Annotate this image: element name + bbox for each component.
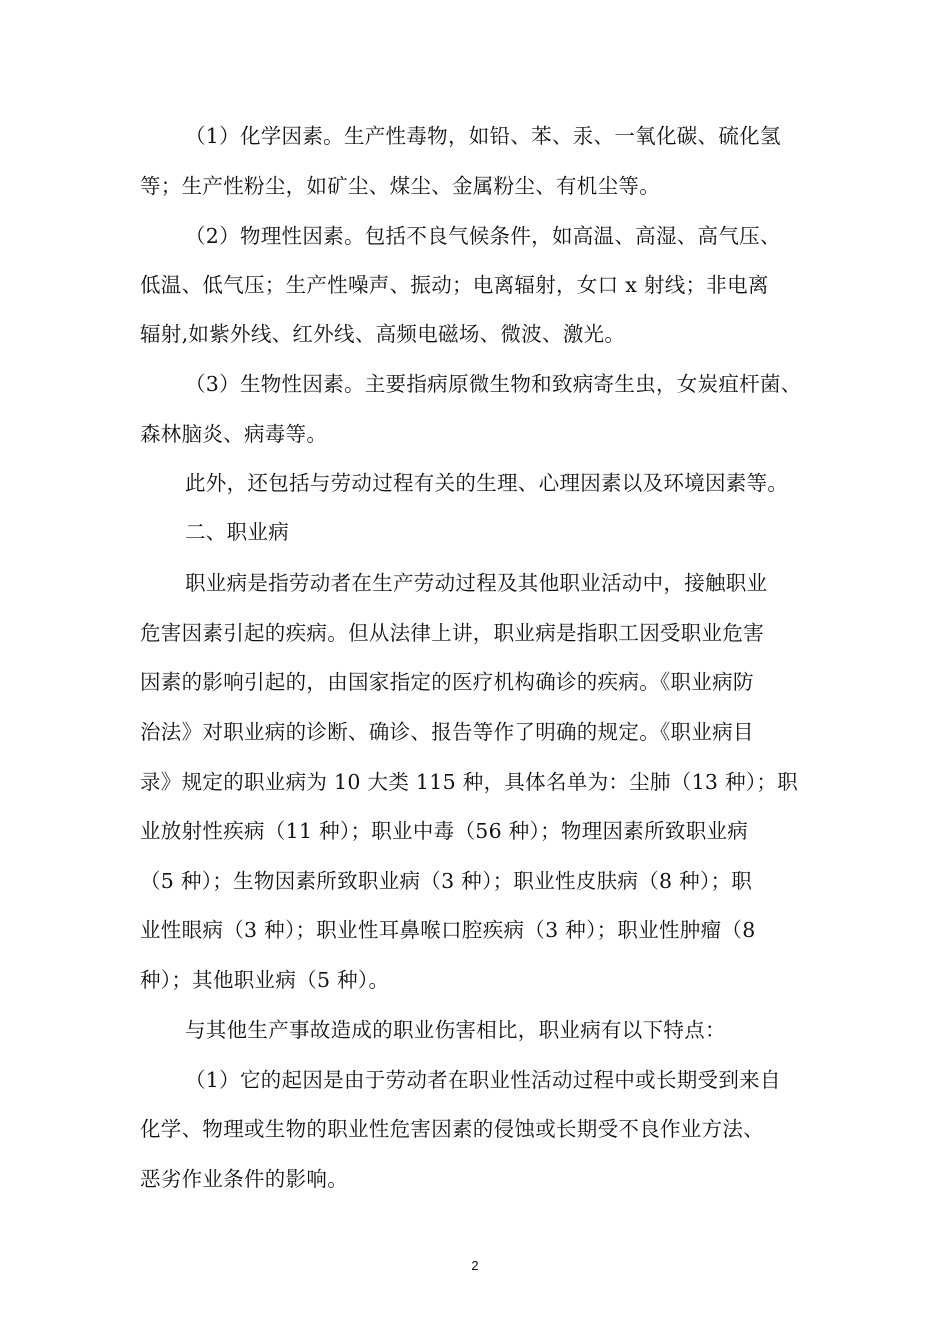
text-line: 等；生产性粉尘，如矿尘、煤尘、金属粉尘、有机尘等。 bbox=[140, 174, 660, 198]
page-number: 2 bbox=[471, 1258, 479, 1273]
text-line: 恶劣作业条件的影响。 bbox=[140, 1167, 348, 1191]
text-line: 低温、低气压；生产性噪声、振动；电离辐射，女口 x 射线；非电离 bbox=[140, 273, 769, 297]
text-line: 种）；其他职业病（5 种）。 bbox=[140, 968, 390, 992]
text-line: 辐射,如紫外线、红外线、高频电磁场、微波、激光。 bbox=[140, 322, 626, 346]
text-line: 因素的影响引起的，由国家指定的医疗机构确诊的疾病。《职业病防 bbox=[140, 670, 754, 694]
text-line: 化学、物理或生物的职业性危害因素的侵蚀或长期受不良作业方法、 bbox=[140, 1117, 764, 1141]
text-line: 业性眼病（3 种）；职业性耳鼻喉口腔疾病（3 种）；职业性肿瘤（8 bbox=[140, 918, 756, 942]
text-line: 此外，还包括与劳动过程有关的生理、心理因素以及环境因素等。 bbox=[185, 471, 789, 495]
section-heading: 二、职业病 bbox=[185, 520, 289, 544]
text-line: 危害因素引起的疾病。但从法律上讲，职业病是指职工因受职业危害 bbox=[140, 621, 764, 645]
text-line: 与其他生产事故造成的职业伤害相比，职业病有以下特点： bbox=[185, 1018, 726, 1042]
text-line: （1）化学因素。生产性毒物，如铅、苯、汞、一氧化碳、硫化氢 bbox=[185, 124, 781, 148]
text-line: 森林脑炎、病毒等。 bbox=[140, 422, 328, 446]
text-line: 业放射性疾病（11 种）；职业中毒（56 种）；物理因素所致职业病 bbox=[140, 819, 749, 843]
text-line: （1）它的起因是由于劳动者在职业性活动过程中或长期受到来自 bbox=[185, 1068, 781, 1092]
text-line: （2）物理性因素。包括不良气候条件，如高温、高湿、高气压、 bbox=[185, 224, 781, 248]
text-line: 治法》对职业病的诊断、确诊、报告等作了明确的规定。《职业病目 bbox=[140, 720, 754, 744]
text-line: 职业病是指劳动者在生产劳动过程及其他职业活动中，接触职业 bbox=[185, 571, 768, 595]
text-line: （5 种）；生物因素所致职业病（3 种）；职业性皮肤病（8 种）；职 bbox=[140, 869, 753, 893]
text-line: 录》规定的职业病为 10 大类 115 种，具体名单为：尘肺（13 种）；职 bbox=[140, 770, 799, 794]
text-line: （3）生物性因素。主要指病原微生物和致病寄生虫，女炭疽杆菌、 bbox=[185, 372, 802, 396]
